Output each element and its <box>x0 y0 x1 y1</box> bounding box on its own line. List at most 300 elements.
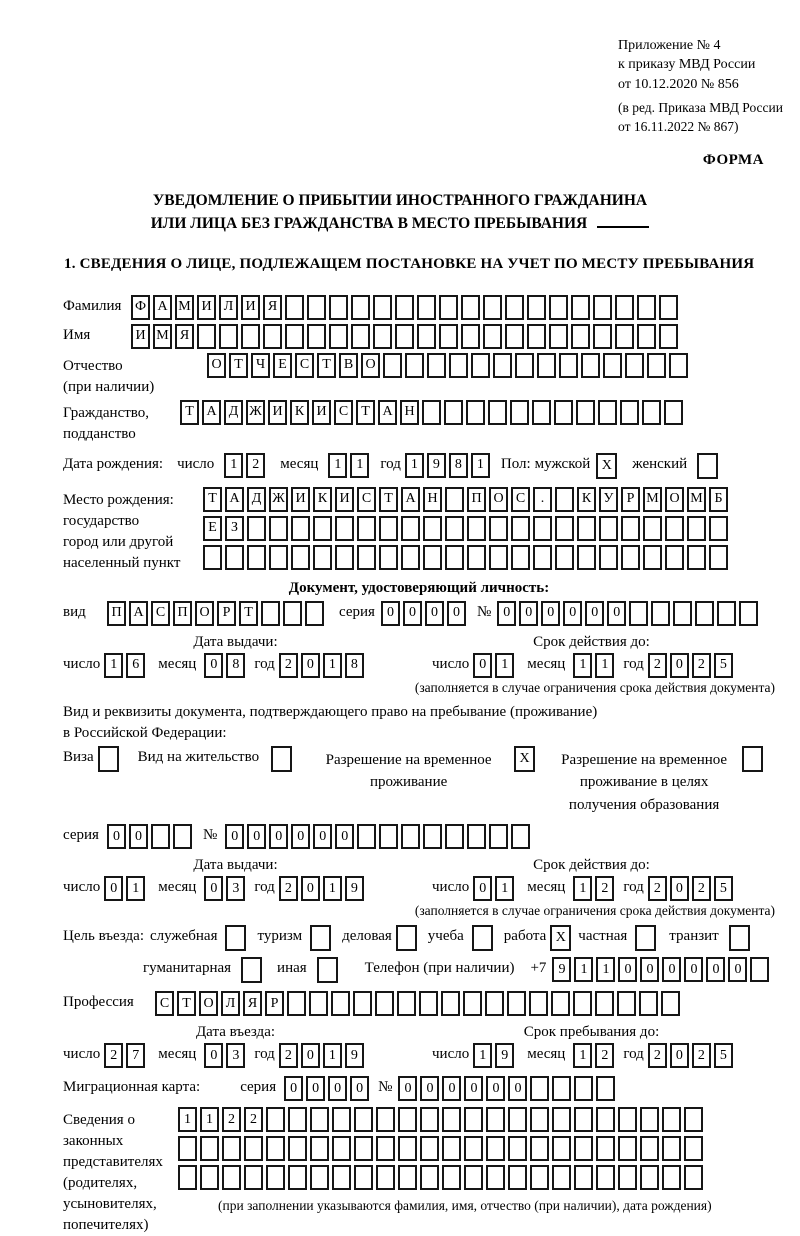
char-cell[interactable] <box>331 991 350 1016</box>
char-cell[interactable] <box>647 353 666 378</box>
char-cell[interactable] <box>532 400 551 425</box>
char-cell[interactable] <box>687 516 706 541</box>
char-cell[interactable]: X <box>550 925 571 951</box>
char-cell[interactable]: О <box>195 601 214 626</box>
char-cell[interactable] <box>439 324 458 349</box>
char-cell[interactable]: Ж <box>269 487 288 512</box>
char-cell[interactable] <box>750 957 769 982</box>
char-cell[interactable]: 0 <box>541 601 560 626</box>
char-cell[interactable]: 0 <box>425 601 444 626</box>
char-cell[interactable] <box>285 324 304 349</box>
char-cell[interactable]: И <box>131 324 150 349</box>
char-cell[interactable] <box>488 400 507 425</box>
char-cell[interactable] <box>427 353 446 378</box>
char-cell[interactable]: И <box>268 400 287 425</box>
char-cell[interactable]: 1 <box>323 653 342 678</box>
char-cell[interactable] <box>464 1107 483 1132</box>
char-cell[interactable] <box>244 1165 263 1190</box>
char-cell[interactable]: М <box>153 324 172 349</box>
char-cell[interactable]: 0 <box>563 601 582 626</box>
char-cell[interactable]: З <box>225 516 244 541</box>
char-cell[interactable] <box>615 324 634 349</box>
char-cell[interactable]: Т <box>317 353 336 378</box>
char-cell[interactable] <box>471 353 490 378</box>
char-cell[interactable] <box>637 324 656 349</box>
char-cell[interactable] <box>463 991 482 1016</box>
char-cell[interactable] <box>665 516 684 541</box>
char-cell[interactable]: 0 <box>269 824 288 849</box>
char-cell[interactable]: С <box>334 400 353 425</box>
char-cell[interactable] <box>659 324 678 349</box>
char-cell[interactable]: 0 <box>497 601 516 626</box>
char-cell[interactable] <box>472 925 493 951</box>
char-cell[interactable] <box>354 1165 373 1190</box>
char-cell[interactable] <box>419 991 438 1016</box>
char-cell[interactable]: Я <box>175 324 194 349</box>
char-cell[interactable] <box>335 545 354 570</box>
char-cell[interactable]: 0 <box>247 824 266 849</box>
char-cell[interactable] <box>423 516 442 541</box>
char-cell[interactable]: 2 <box>279 876 298 901</box>
char-cell[interactable]: О <box>489 487 508 512</box>
char-cell[interactable] <box>444 400 463 425</box>
char-cell[interactable]: М <box>175 295 194 320</box>
char-cell[interactable]: 1 <box>178 1107 197 1132</box>
char-cell[interactable]: Б <box>709 487 728 512</box>
char-cell[interactable]: И <box>312 400 331 425</box>
char-cell[interactable] <box>559 353 578 378</box>
char-cell[interactable] <box>529 991 548 1016</box>
char-cell[interactable] <box>662 1107 681 1132</box>
char-cell[interactable]: К <box>290 400 309 425</box>
char-cell[interactable] <box>684 1107 703 1132</box>
char-cell[interactable] <box>485 991 504 1016</box>
char-cell[interactable] <box>379 545 398 570</box>
char-cell[interactable] <box>695 601 714 626</box>
char-cell[interactable]: Я <box>243 991 262 1016</box>
char-cell[interactable] <box>661 991 680 1016</box>
char-cell[interactable] <box>489 545 508 570</box>
char-cell[interactable] <box>595 991 614 1016</box>
char-cell[interactable]: С <box>357 487 376 512</box>
char-cell[interactable]: . <box>533 487 552 512</box>
char-cell[interactable] <box>577 516 596 541</box>
char-cell[interactable]: 0 <box>328 1076 347 1101</box>
char-cell[interactable]: 0 <box>442 1076 461 1101</box>
char-cell[interactable] <box>505 324 524 349</box>
char-cell[interactable]: 0 <box>301 653 320 678</box>
char-cell[interactable] <box>508 1136 527 1161</box>
char-cell[interactable] <box>717 601 736 626</box>
char-cell[interactable]: 0 <box>129 824 148 849</box>
char-cell[interactable]: 2 <box>279 1043 298 1068</box>
char-cell[interactable]: Т <box>356 400 375 425</box>
char-cell[interactable]: 3 <box>226 876 245 901</box>
char-cell[interactable]: 1 <box>471 453 490 478</box>
char-cell[interactable] <box>405 353 424 378</box>
char-cell[interactable]: 1 <box>328 453 347 478</box>
char-cell[interactable]: 2 <box>279 653 298 678</box>
char-cell[interactable]: 0 <box>607 601 626 626</box>
char-cell[interactable]: Р <box>265 991 284 1016</box>
char-cell[interactable] <box>222 1136 241 1161</box>
char-cell[interactable]: Т <box>239 601 258 626</box>
char-cell[interactable]: Т <box>203 487 222 512</box>
char-cell[interactable] <box>527 295 546 320</box>
char-cell[interactable]: 1 <box>200 1107 219 1132</box>
char-cell[interactable] <box>673 601 692 626</box>
char-cell[interactable] <box>222 1165 241 1190</box>
char-cell[interactable]: 2 <box>692 876 711 901</box>
char-cell[interactable] <box>486 1165 505 1190</box>
char-cell[interactable] <box>225 545 244 570</box>
char-cell[interactable] <box>288 1136 307 1161</box>
char-cell[interactable]: К <box>313 487 332 512</box>
char-cell[interactable] <box>684 1165 703 1190</box>
char-cell[interactable] <box>351 324 370 349</box>
char-cell[interactable] <box>576 400 595 425</box>
char-cell[interactable] <box>530 1136 549 1161</box>
char-cell[interactable] <box>383 353 402 378</box>
char-cell[interactable] <box>420 1136 439 1161</box>
char-cell[interactable] <box>599 545 618 570</box>
char-cell[interactable]: И <box>335 487 354 512</box>
char-cell[interactable] <box>376 1107 395 1132</box>
char-cell[interactable]: 1 <box>595 653 614 678</box>
char-cell[interactable] <box>574 1107 593 1132</box>
char-cell[interactable]: 0 <box>225 824 244 849</box>
char-cell[interactable] <box>178 1165 197 1190</box>
char-cell[interactable]: 2 <box>648 1043 667 1068</box>
char-cell[interactable] <box>357 824 376 849</box>
char-cell[interactable] <box>354 1136 373 1161</box>
char-cell[interactable] <box>552 1076 571 1101</box>
char-cell[interactable] <box>397 991 416 1016</box>
char-cell[interactable] <box>288 1107 307 1132</box>
char-cell[interactable] <box>505 295 524 320</box>
char-cell[interactable]: 5 <box>714 876 733 901</box>
char-cell[interactable]: П <box>173 601 192 626</box>
char-cell[interactable] <box>549 295 568 320</box>
char-cell[interactable] <box>291 545 310 570</box>
char-cell[interactable]: X <box>514 746 535 772</box>
char-cell[interactable] <box>442 1165 461 1190</box>
char-cell[interactable] <box>571 324 590 349</box>
char-cell[interactable] <box>574 1136 593 1161</box>
char-cell[interactable] <box>332 1165 351 1190</box>
char-cell[interactable] <box>332 1107 351 1132</box>
char-cell[interactable] <box>639 991 658 1016</box>
char-cell[interactable] <box>329 324 348 349</box>
char-cell[interactable]: 1 <box>405 453 424 478</box>
char-cell[interactable] <box>200 1136 219 1161</box>
char-cell[interactable]: 5 <box>714 1043 733 1068</box>
char-cell[interactable]: А <box>225 487 244 512</box>
char-cell[interactable]: 0 <box>306 1076 325 1101</box>
char-cell[interactable] <box>449 353 468 378</box>
char-cell[interactable] <box>398 1136 417 1161</box>
char-cell[interactable] <box>489 516 508 541</box>
char-cell[interactable]: У <box>599 487 618 512</box>
char-cell[interactable] <box>709 545 728 570</box>
char-cell[interactable] <box>241 957 262 983</box>
char-cell[interactable]: 0 <box>403 601 422 626</box>
char-cell[interactable]: 1 <box>495 876 514 901</box>
char-cell[interactable]: 0 <box>420 1076 439 1101</box>
char-cell[interactable] <box>373 324 392 349</box>
char-cell[interactable]: 0 <box>291 824 310 849</box>
char-cell[interactable] <box>662 1136 681 1161</box>
char-cell[interactable] <box>398 1107 417 1132</box>
char-cell[interactable]: 0 <box>670 1043 689 1068</box>
char-cell[interactable]: 2 <box>595 876 614 901</box>
char-cell[interactable]: 0 <box>447 601 466 626</box>
char-cell[interactable] <box>288 1165 307 1190</box>
char-cell[interactable] <box>266 1136 285 1161</box>
char-cell[interactable]: 0 <box>486 1076 505 1101</box>
char-cell[interactable]: 1 <box>573 653 592 678</box>
char-cell[interactable] <box>423 824 442 849</box>
char-cell[interactable] <box>664 400 683 425</box>
char-cell[interactable]: 1 <box>104 653 123 678</box>
char-cell[interactable] <box>422 400 441 425</box>
char-cell[interactable] <box>373 295 392 320</box>
char-cell[interactable] <box>618 1165 637 1190</box>
char-cell[interactable]: 1 <box>323 876 342 901</box>
char-cell[interactable]: А <box>401 487 420 512</box>
char-cell[interactable] <box>225 925 246 951</box>
char-cell[interactable]: 0 <box>670 876 689 901</box>
char-cell[interactable]: 0 <box>204 1043 223 1068</box>
char-cell[interactable] <box>511 545 530 570</box>
char-cell[interactable] <box>305 601 324 626</box>
char-cell[interactable] <box>285 295 304 320</box>
char-cell[interactable]: 0 <box>398 1076 417 1101</box>
char-cell[interactable] <box>445 487 464 512</box>
char-cell[interactable] <box>640 1107 659 1132</box>
char-cell[interactable] <box>269 516 288 541</box>
char-cell[interactable]: 2 <box>692 1043 711 1068</box>
char-cell[interactable] <box>533 545 552 570</box>
char-cell[interactable]: 9 <box>427 453 446 478</box>
char-cell[interactable] <box>395 295 414 320</box>
char-cell[interactable] <box>357 516 376 541</box>
char-cell[interactable]: А <box>202 400 221 425</box>
char-cell[interactable]: П <box>467 487 486 512</box>
char-cell[interactable] <box>445 545 464 570</box>
char-cell[interactable] <box>173 824 192 849</box>
char-cell[interactable]: 0 <box>640 957 659 982</box>
char-cell[interactable] <box>379 516 398 541</box>
char-cell[interactable] <box>244 1136 263 1161</box>
char-cell[interactable] <box>620 400 639 425</box>
char-cell[interactable] <box>287 991 306 1016</box>
char-cell[interactable] <box>596 1107 615 1132</box>
char-cell[interactable] <box>291 516 310 541</box>
char-cell[interactable]: 1 <box>323 1043 342 1068</box>
char-cell[interactable]: 5 <box>714 653 733 678</box>
char-cell[interactable] <box>266 1107 285 1132</box>
char-cell[interactable]: 0 <box>313 824 332 849</box>
char-cell[interactable] <box>329 295 348 320</box>
char-cell[interactable] <box>621 545 640 570</box>
char-cell[interactable] <box>271 746 292 772</box>
char-cell[interactable]: И <box>197 295 216 320</box>
char-cell[interactable] <box>596 1136 615 1161</box>
char-cell[interactable] <box>581 353 600 378</box>
char-cell[interactable]: С <box>155 991 174 1016</box>
char-cell[interactable] <box>313 545 332 570</box>
char-cell[interactable]: 0 <box>473 653 492 678</box>
char-cell[interactable] <box>269 545 288 570</box>
char-cell[interactable] <box>317 957 338 983</box>
char-cell[interactable] <box>464 1165 483 1190</box>
char-cell[interactable] <box>401 545 420 570</box>
char-cell[interactable] <box>376 1136 395 1161</box>
char-cell[interactable] <box>203 545 222 570</box>
char-cell[interactable] <box>687 545 706 570</box>
char-cell[interactable]: 2 <box>104 1043 123 1068</box>
char-cell[interactable] <box>200 1165 219 1190</box>
char-cell[interactable] <box>332 1136 351 1161</box>
char-cell[interactable] <box>467 545 486 570</box>
char-cell[interactable]: 1 <box>596 957 615 982</box>
char-cell[interactable] <box>635 925 656 951</box>
char-cell[interactable]: Я <box>263 295 282 320</box>
char-cell[interactable] <box>621 516 640 541</box>
char-cell[interactable]: 0 <box>662 957 681 982</box>
char-cell[interactable]: И <box>241 295 260 320</box>
char-cell[interactable]: О <box>207 353 226 378</box>
char-cell[interactable]: Е <box>203 516 222 541</box>
char-cell[interactable] <box>537 353 556 378</box>
char-cell[interactable]: X <box>596 453 617 479</box>
char-cell[interactable]: 1 <box>350 453 369 478</box>
char-cell[interactable] <box>617 991 636 1016</box>
char-cell[interactable]: О <box>199 991 218 1016</box>
char-cell[interactable] <box>507 991 526 1016</box>
char-cell[interactable] <box>684 1136 703 1161</box>
char-cell[interactable] <box>662 1165 681 1190</box>
char-cell[interactable] <box>439 295 458 320</box>
char-cell[interactable]: 0 <box>585 601 604 626</box>
char-cell[interactable]: 8 <box>449 453 468 478</box>
char-cell[interactable] <box>515 353 534 378</box>
char-cell[interactable] <box>442 1107 461 1132</box>
char-cell[interactable] <box>151 824 170 849</box>
char-cell[interactable] <box>643 516 662 541</box>
char-cell[interactable]: Л <box>219 295 238 320</box>
char-cell[interactable]: 0 <box>618 957 637 982</box>
char-cell[interactable]: П <box>107 601 126 626</box>
char-cell[interactable]: 0 <box>706 957 725 982</box>
char-cell[interactable] <box>219 324 238 349</box>
char-cell[interactable] <box>555 487 574 512</box>
char-cell[interactable]: Т <box>379 487 398 512</box>
char-cell[interactable] <box>593 324 612 349</box>
char-cell[interactable]: 0 <box>473 876 492 901</box>
char-cell[interactable] <box>335 516 354 541</box>
char-cell[interactable]: Д <box>247 487 266 512</box>
char-cell[interactable] <box>467 516 486 541</box>
char-cell[interactable]: 0 <box>301 876 320 901</box>
char-cell[interactable] <box>530 1107 549 1132</box>
char-cell[interactable] <box>642 400 661 425</box>
char-cell[interactable] <box>571 295 590 320</box>
char-cell[interactable]: 0 <box>204 876 223 901</box>
char-cell[interactable]: Д <box>224 400 243 425</box>
char-cell[interactable]: Л <box>221 991 240 1016</box>
char-cell[interactable] <box>659 295 678 320</box>
char-cell[interactable]: Р <box>217 601 236 626</box>
char-cell[interactable]: 1 <box>495 653 514 678</box>
char-cell[interactable] <box>577 545 596 570</box>
char-cell[interactable] <box>396 925 417 951</box>
char-cell[interactable]: Н <box>400 400 419 425</box>
char-cell[interactable]: О <box>665 487 684 512</box>
char-cell[interactable] <box>486 1136 505 1161</box>
char-cell[interactable] <box>483 295 502 320</box>
char-cell[interactable] <box>573 991 592 1016</box>
char-cell[interactable] <box>420 1165 439 1190</box>
char-cell[interactable] <box>603 353 622 378</box>
char-cell[interactable] <box>307 324 326 349</box>
char-cell[interactable]: 2 <box>244 1107 263 1132</box>
char-cell[interactable]: Т <box>177 991 196 1016</box>
char-cell[interactable] <box>552 1165 571 1190</box>
char-cell[interactable]: 6 <box>126 653 145 678</box>
char-cell[interactable] <box>598 400 617 425</box>
char-cell[interactable] <box>729 925 750 951</box>
char-cell[interactable]: М <box>687 487 706 512</box>
char-cell[interactable]: С <box>151 601 170 626</box>
char-cell[interactable] <box>197 324 216 349</box>
char-cell[interactable]: С <box>511 487 530 512</box>
char-cell[interactable]: 2 <box>648 876 667 901</box>
char-cell[interactable] <box>511 824 530 849</box>
char-cell[interactable]: 0 <box>464 1076 483 1101</box>
char-cell[interactable]: 0 <box>381 601 400 626</box>
char-cell[interactable] <box>417 324 436 349</box>
char-cell[interactable]: К <box>577 487 596 512</box>
char-cell[interactable] <box>574 1076 593 1101</box>
char-cell[interactable]: И <box>291 487 310 512</box>
char-cell[interactable]: М <box>643 487 662 512</box>
char-cell[interactable]: 0 <box>204 653 223 678</box>
char-cell[interactable] <box>379 824 398 849</box>
char-cell[interactable] <box>178 1136 197 1161</box>
char-cell[interactable] <box>461 295 480 320</box>
char-cell[interactable] <box>263 324 282 349</box>
char-cell[interactable] <box>461 324 480 349</box>
char-cell[interactable]: 0 <box>508 1076 527 1101</box>
char-cell[interactable]: Т <box>180 400 199 425</box>
char-cell[interactable] <box>618 1136 637 1161</box>
char-cell[interactable]: Ч <box>251 353 270 378</box>
char-cell[interactable]: 2 <box>222 1107 241 1132</box>
char-cell[interactable]: 0 <box>519 601 538 626</box>
char-cell[interactable]: 9 <box>345 876 364 901</box>
char-cell[interactable] <box>357 545 376 570</box>
char-cell[interactable] <box>401 824 420 849</box>
char-cell[interactable]: 0 <box>728 957 747 982</box>
char-cell[interactable] <box>261 601 280 626</box>
char-cell[interactable]: 7 <box>126 1043 145 1068</box>
char-cell[interactable] <box>420 1107 439 1132</box>
char-cell[interactable] <box>445 824 464 849</box>
char-cell[interactable]: 1 <box>126 876 145 901</box>
char-cell[interactable] <box>351 295 370 320</box>
